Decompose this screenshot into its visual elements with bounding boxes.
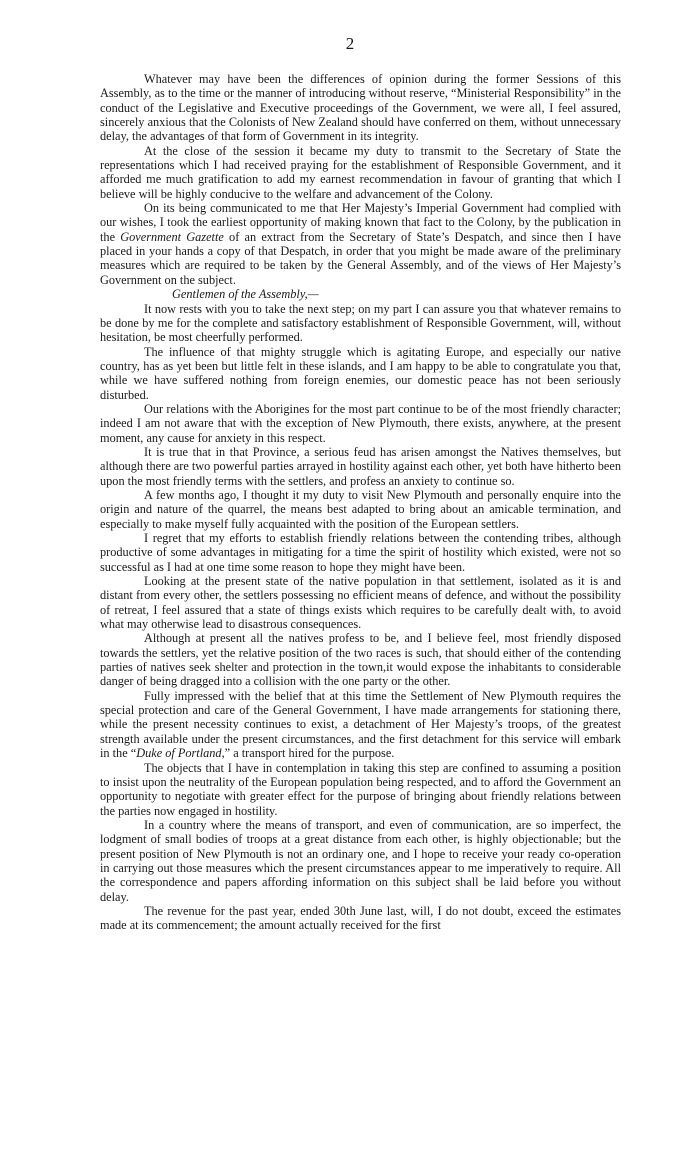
paragraph-next-step: It now rests with you to take the next step; on my part I can assure you that whatever remains to be done by me for the complete and satisfactory establishment of Responsible Government, will, without hesitation, be most cheerfully performed. (100, 301, 621, 345)
paragraph-ministerial-responsibility: Whatever may have been the differences of opinion during the former Sessions of this Assembly, as to the time or the manner of introducing without reserve, “Ministerial Responsibility” in the conduct of the Legislative and Executive proceedings of the Government, we were all, I feel assured, sincerely anxious that the Colonists of New Zealand should have conferred on them, without unnecessary delay, the advantages of that form of Government in its integrity. (100, 72, 621, 144)
paragraph-revenue: The revenue for the past year, ended 30th June last, will, I do not doubt, exceed the estimates made at its commencement; the amount actually received for the first (100, 903, 621, 933)
paragraph-troops-detachment (100, 689, 621, 761)
page-number: 2 (345, 34, 355, 53)
paragraph-text: On its being communicated to me that Her Majesty’s Imperial Government had complied with our wishes, I took the earliest opportunity of making known that fact to the Colony, by the publication in the (100, 201, 621, 244)
paragraph-objects: The objects that I have in contemplation in taking this step are confined to assuming a position to insist upon the neutrality of the European population being respected, and to afford the Government an opportunity to negotiate with greater effect for the purpose of bringing about friendly relations between the parties now engaged in hostility. (100, 760, 621, 818)
salutation: Gentlemen of the Assembly,— (172, 287, 319, 302)
paragraph-close-of-session: At the close of the session it became my duty to transmit to the Secretary of State the representations which I had received praying for the establishment of Responsible Government, and it afforded me much gratification to add my earnest recommendation in favour of granting that which I believe will be highly conducive to the welfare and advancement of the Colony. (100, 143, 621, 201)
paragraph-aborigines: Our relations with the Aborigines for the most part continue to be of the most friendly character; indeed I am not aware that with the exception of New Plymouth, there exists, anywhere, at the present moment, any cause for anxiety in this respect. (100, 401, 621, 445)
gazette-title: Government Gazette (120, 229, 224, 244)
paragraph-text: Fully impressed with the belief that at this time the Settlement of New Plymouth requires the special protection and care of the General Government, I have made arrangements for stationing there, while the present necessity continues to exist, a detachment of Her Majesty’s troops, of the greatest strength available under the present circumstances, and the first detachment for this service will embark in the “ (100, 688, 621, 761)
ship-name: Duke of Portland (136, 746, 222, 761)
paragraph-visit-new-plymouth: A few months ago, I thought it my duty to visit New Plymouth and personally enquire into the origin and nature of the quarrel, the means best adapted to bring about an amicable termination, and especially to make myself fully acquainted with the position of the European settlers. (100, 487, 621, 531)
speech-body (100, 72, 621, 933)
paragraph-regret: I regret that my efforts to establish friendly relations between the contending tribes, although productive of some advantages in mitigating for a time the spirit of hostility which existed, were not so successful as I had at one time some reason to hope they might have been. (100, 531, 621, 574)
paragraph-text: ,” a transport hired for the purpose. (221, 746, 395, 761)
paragraph-native-population: Looking at the present state of the native population in that settlement, isolated as it is and distant from every other, the settlers possessing no efficient means of defence, and without the possibility of retreat, I feel assured that a state of things exists which requires to be carefully dealt with, to avoid what may otherwise lead to disastrous consequences. (100, 574, 621, 632)
paragraph-text: of an extract from the Secretary of State’s Despatch, and since then I have placed in your hands a copy of that Despatch, in order that you might be made aware of the preliminary measures which are required to be taken by the General Assembly, and of the views of Her Majesty’s Government on the subject. (100, 229, 621, 287)
paragraph-province-feud: It is true that in that Province, a serious feud has arisen amongst the Natives themselves, but although there are two powerful parties arrayed in hostility against each other, yet both have hitherto been upon the most friendly terms with the settlers, and profess an anxiety to continue so. (100, 444, 621, 488)
paragraph-europe-struggle: The influence of that mighty struggle which is agitating Europe, and especially our native country, has as yet been but little felt in these islands, and I am happy to be able to congratulate you that, while we have suffered nothing from foreign enemies, our domestic peace has not been seriously disturbed. (100, 344, 621, 402)
paragraph-natives-friendly: Although at present all the natives profess to be, and I believe feel, most friendly disposed towards the settlers, yet the relative position of the two races is such, that should either of the contending parties of natives seek shelter and protection in the town,it would expose the inhabitants to considerable danger of being dragged into a collision with the one party or the other. (100, 631, 621, 689)
paragraph-imperial-government (100, 201, 621, 287)
paragraph-transport: In a country where the means of transport, and even of communication, are so imperfect, the lodgment of small bodies of troops at a great distance from each other, is highly objectionable; but the present position of New Plymouth is not an ordinary one, and I hope to receive your ready co-operation in carrying out those measures which the present circumstances appear to me imperatively to require. All the correspondence and papers affording information on this subject shall be laid before you without delay. (100, 817, 621, 904)
